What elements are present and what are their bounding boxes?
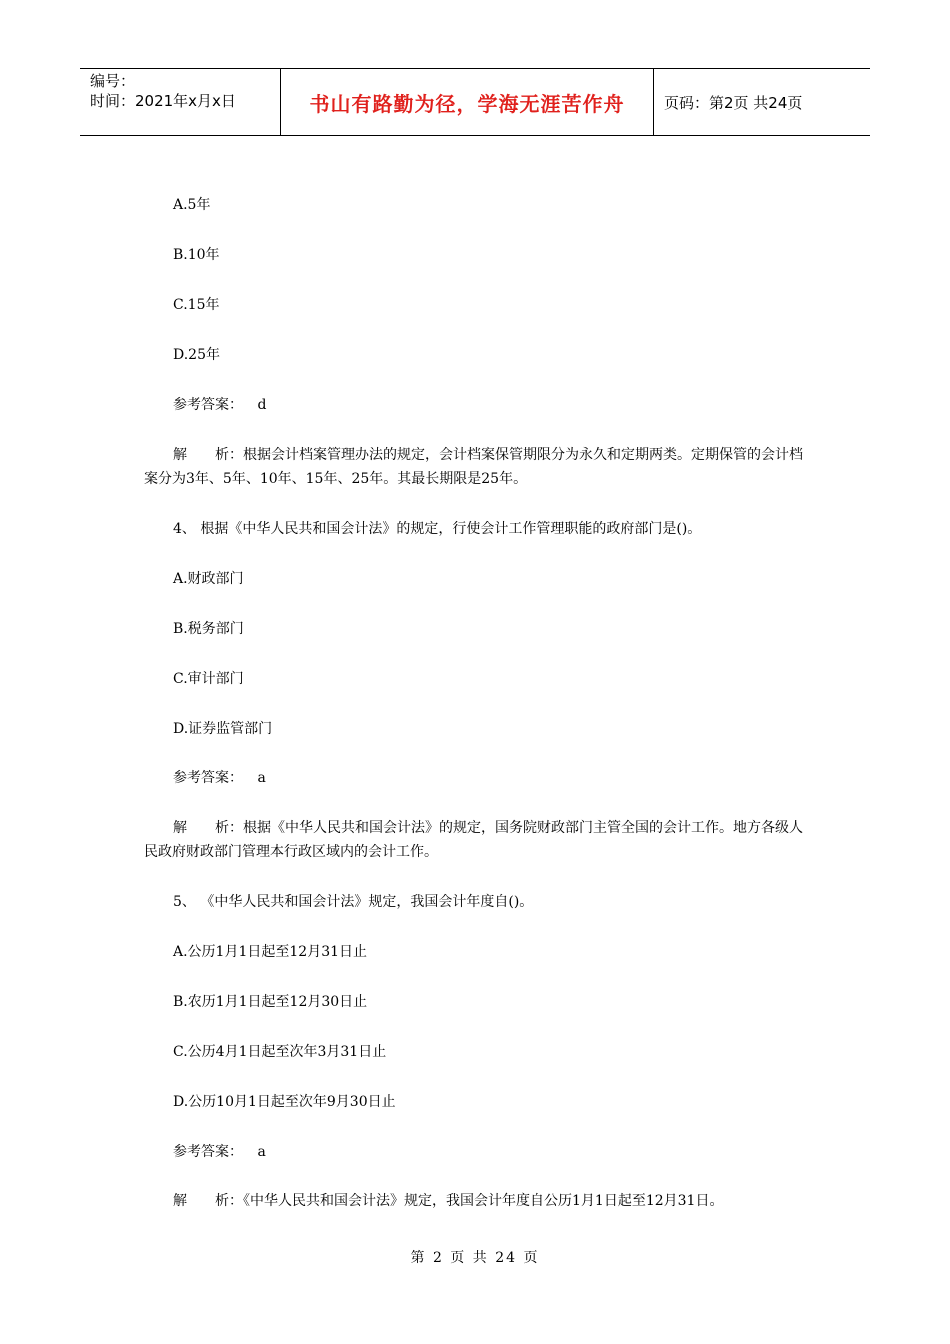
option-b: B.农历1月1日起至12月30日止	[173, 994, 368, 1010]
explanation-head: 解	[173, 820, 187, 836]
answer-label: 参考答案：	[173, 770, 243, 786]
option-d: D.证券监管部门	[173, 721, 273, 737]
option-b: B.税务部门	[173, 621, 244, 637]
option-a: A.财政部门	[173, 571, 244, 587]
question-text: 5、 《中华人民共和国会计法》规定，我国会计年度自()。	[173, 894, 534, 910]
explanation	[144, 1189, 809, 1213]
option-b: B.10年	[173, 247, 220, 263]
option-c: C.15年	[173, 297, 220, 313]
answer-value: d	[257, 397, 267, 413]
answer-line	[173, 1143, 266, 1161]
page-header	[80, 68, 870, 136]
header-motto: 书山有路勤为径，学海无涯苦作舟	[281, 69, 654, 135]
date-label: 时间：2021年x月x日	[90, 92, 236, 110]
answer-label: 参考答案：	[173, 397, 243, 413]
option-c: C.审计部门	[173, 671, 244, 687]
answer-value: a	[257, 770, 266, 786]
option-d: D.25年	[173, 347, 220, 363]
option-d: D.公历10月1日起至次年9月30日止	[173, 1094, 396, 1110]
answer-line	[173, 396, 266, 414]
explanation	[144, 816, 809, 864]
answer-value: a	[257, 1144, 266, 1160]
explanation-body: 析：根据《中华人民共和国会计法》的规定，国务院财政部门主管全国的会计工作。地方各级人民政府财政部门管理本行政区域内的会计工作。	[144, 820, 803, 860]
explanation	[144, 443, 809, 491]
code-label: 编号：	[90, 72, 136, 90]
answer-line	[173, 769, 266, 787]
answer-label: 参考答案：	[173, 1144, 243, 1160]
option-a: A.5年	[173, 197, 211, 213]
explanation-head: 解	[173, 1193, 187, 1209]
page-footer: 第 2 页 共 24 页	[410, 1250, 540, 1266]
explanation-body: 析：根据会计档案管理办法的规定，会计档案保管期限分为永久和定期两类。定期保管的会计档案分为3年、5年、10年、15年、25年。其最长期限是25年。	[144, 447, 803, 487]
option-c: C.公历4月1日起至次年3月31日止	[173, 1044, 387, 1060]
explanation-body: 析：《中华人民共和国会计法》规定，我国会计年度自公历1月1日起至12月31日。	[215, 1193, 724, 1209]
explanation-head: 解	[173, 447, 187, 463]
question-text: 4、 根据《中华人民共和国会计法》的规定，行使会计工作管理职能的政府部门是()。	[173, 521, 702, 537]
option-a: A.公历1月1日起至12月31日止	[173, 944, 368, 960]
header-page-number: 页码：第2页 共24页	[664, 93, 803, 112]
header-info-cell	[80, 69, 281, 135]
